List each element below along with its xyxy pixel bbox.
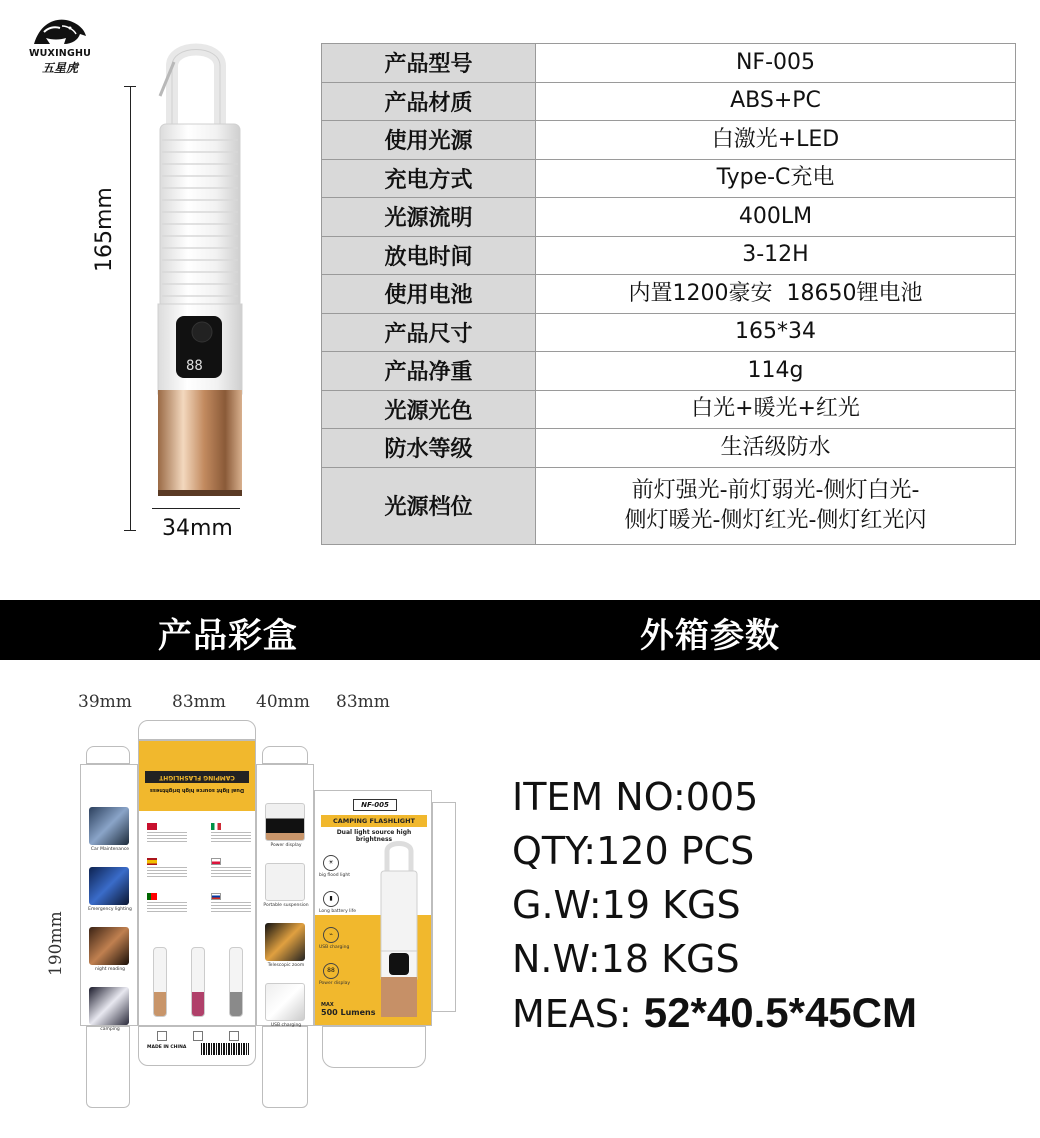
box-model-label: NF-005 bbox=[353, 799, 397, 811]
box-dim-label: 39mm bbox=[78, 692, 132, 712]
spec-value: 400LM bbox=[536, 198, 1016, 237]
russia-flag-icon bbox=[211, 893, 221, 900]
top-flap bbox=[138, 720, 256, 740]
poland-flag-icon bbox=[211, 858, 221, 865]
dimension-tick bbox=[124, 530, 136, 531]
box-dim-label: 83mm bbox=[336, 692, 390, 712]
spec-label: 充电方式 bbox=[322, 159, 536, 198]
spain-flag-icon bbox=[147, 858, 157, 865]
table-row bbox=[322, 352, 1016, 391]
gross-weight: G.W:19 KGS bbox=[512, 883, 741, 927]
box-back-title: CAMPING FLASHLIGHT bbox=[321, 815, 427, 827]
spec-value bbox=[536, 467, 1016, 544]
photo-caption: camping bbox=[100, 1027, 120, 1032]
feature-label: Long battery life bbox=[319, 909, 357, 914]
spec-label: 产品材质 bbox=[322, 82, 536, 121]
made-in-label: MADE IN CHINA bbox=[147, 1045, 187, 1050]
spec-label: 防水等级 bbox=[322, 429, 536, 468]
spec-label: 产品净重 bbox=[322, 352, 536, 391]
table-row bbox=[322, 236, 1016, 275]
table-row bbox=[322, 121, 1016, 160]
section-header-band bbox=[0, 600, 1040, 660]
checkbox-icon bbox=[193, 1031, 203, 1041]
net-weight: N.W:18 KGS bbox=[512, 937, 740, 981]
scene-photo bbox=[89, 867, 129, 905]
spec-label: 使用电池 bbox=[322, 275, 536, 314]
brand-name-en: WUXINGHU bbox=[28, 48, 92, 59]
box-front-title: CAMPING FLASHLIGHT bbox=[145, 771, 249, 783]
spec-value: 165*34 bbox=[536, 313, 1016, 352]
bottom-flap bbox=[322, 1026, 426, 1068]
flood-light-icon: ☀ bbox=[323, 855, 339, 871]
battery-icon: ▮ bbox=[323, 891, 339, 907]
photo-caption: Emergency lighting bbox=[88, 907, 132, 912]
spec-label: 产品型号 bbox=[322, 44, 536, 83]
spec-value: ABS+PC bbox=[536, 82, 1016, 121]
feature-label: USB charging bbox=[319, 945, 350, 950]
spec-value: 白激光+LED bbox=[536, 121, 1016, 160]
table-row bbox=[322, 159, 1016, 198]
photo-caption: Portable suspension bbox=[263, 903, 309, 908]
spec-label: 放电时间 bbox=[322, 236, 536, 275]
table-row bbox=[322, 429, 1016, 468]
feature-photo bbox=[265, 983, 305, 1021]
scene-photo bbox=[89, 987, 129, 1025]
spec-value-line: 前灯强光-前灯弱光-侧灯白光- bbox=[631, 477, 920, 503]
spec-value: 白光+暖光+红光 bbox=[536, 390, 1016, 429]
box-dim-label: 40mm bbox=[256, 692, 310, 712]
box-back-subtitle: Dual light source high brightness bbox=[336, 829, 412, 843]
checkbox-icon bbox=[157, 1031, 167, 1041]
spec-value: 生活级防水 bbox=[536, 429, 1016, 468]
glue-flap bbox=[432, 802, 456, 1012]
spec-label: 使用光源 bbox=[322, 121, 536, 160]
box-front-panel bbox=[138, 740, 256, 1050]
barcode bbox=[201, 1043, 249, 1055]
width-dimension-label: 34mm bbox=[162, 516, 233, 541]
battery-display-text: 88 bbox=[186, 358, 203, 374]
tiger-head-icon bbox=[30, 14, 90, 50]
meas-value: 52*40.5*45CM bbox=[643, 989, 917, 1036]
scene-photo bbox=[89, 927, 129, 965]
table-row bbox=[322, 313, 1016, 352]
height-dimension-line bbox=[130, 86, 131, 530]
lumens-badge bbox=[321, 1002, 376, 1017]
italy-flag-icon bbox=[211, 823, 221, 830]
brand-logo bbox=[22, 14, 98, 84]
portugal-flag-icon bbox=[147, 893, 157, 900]
spec-label: 光源档位 bbox=[322, 467, 536, 544]
box-side-panel-right bbox=[256, 764, 314, 1026]
table-row bbox=[322, 82, 1016, 121]
checkbox-icon bbox=[229, 1031, 239, 1041]
table-row bbox=[322, 198, 1016, 237]
photo-caption: Power display bbox=[270, 843, 302, 848]
flashlight-variant-image bbox=[153, 947, 167, 1017]
photo-caption: Car Maintenance bbox=[90, 847, 130, 852]
table-row bbox=[322, 44, 1016, 83]
bottom-flap bbox=[86, 1026, 130, 1108]
flashlight-product-image bbox=[144, 36, 254, 501]
language-flags bbox=[147, 823, 251, 928]
table-row bbox=[322, 390, 1016, 429]
spec-label: 光源光色 bbox=[322, 390, 536, 429]
lumens-max: MAX bbox=[321, 1002, 334, 1008]
box-dim-label: 190mm bbox=[46, 911, 66, 976]
box-back-panel bbox=[314, 790, 432, 1026]
spec-value: Type-C充电 bbox=[536, 159, 1016, 198]
photo-caption: night reading bbox=[94, 967, 126, 972]
flashlight-variant-image bbox=[191, 947, 205, 1017]
flashlight-box-image bbox=[373, 839, 425, 1019]
spec-label: 光源流明 bbox=[322, 198, 536, 237]
box-dieline bbox=[46, 686, 476, 1126]
feature-label: Power display bbox=[319, 981, 351, 986]
carton-quantity: QTY:120 PCS bbox=[512, 829, 755, 873]
item-number: ITEM NO:005 bbox=[512, 775, 759, 819]
table-row bbox=[322, 467, 1016, 544]
flashlight-variant-image bbox=[229, 947, 243, 1017]
feature-photo bbox=[265, 923, 305, 961]
spec-value: NF-005 bbox=[536, 44, 1016, 83]
box-front-subtitle: Dual light source high brightness bbox=[149, 787, 245, 793]
carton-params-heading: 外箱参数 bbox=[640, 616, 780, 656]
scene-photo bbox=[89, 807, 129, 845]
table-row bbox=[322, 275, 1016, 314]
brand-name-cn: 五星虎 bbox=[41, 61, 78, 75]
spec-label: 产品尺寸 bbox=[322, 313, 536, 352]
lumens-value: 500 Lumens bbox=[321, 1008, 376, 1017]
spec-value: 114g bbox=[536, 352, 1016, 391]
box-dim-label: 83mm bbox=[172, 692, 226, 712]
carton-measurement bbox=[512, 986, 917, 1041]
spec-value: 3-12H bbox=[536, 236, 1016, 275]
width-dimension-line bbox=[152, 508, 240, 509]
top-flap bbox=[86, 746, 130, 764]
feature-photo bbox=[265, 863, 305, 901]
product-figure bbox=[90, 36, 290, 546]
uk-flag-icon bbox=[147, 823, 157, 830]
box-side-panel-left bbox=[80, 764, 138, 1032]
power-display-icon: 88 bbox=[323, 963, 339, 979]
photo-caption: Telescopic zoom bbox=[267, 963, 305, 968]
spec-value: 内置1200豪安 18650锂电池 bbox=[536, 275, 1016, 314]
feature-label: big flood light bbox=[319, 873, 350, 878]
top-flap bbox=[262, 746, 308, 764]
height-dimension-label: 165mm bbox=[92, 187, 117, 272]
flashlight-color-variants bbox=[153, 947, 243, 1017]
meas-label: MEAS: bbox=[512, 992, 644, 1036]
bottom-flap bbox=[262, 1026, 308, 1108]
carton-specs bbox=[512, 770, 917, 1041]
feature-photo bbox=[265, 803, 305, 841]
usb-icon: ⌁ bbox=[323, 927, 339, 943]
photo-caption: USB charging bbox=[270, 1023, 302, 1028]
spec-table bbox=[321, 43, 1016, 545]
dimension-tick bbox=[124, 86, 136, 87]
color-box-heading: 产品彩盒 bbox=[158, 616, 298, 656]
spec-value-line: 侧灯暖光-侧灯红光-侧灯红光闪 bbox=[624, 507, 927, 533]
